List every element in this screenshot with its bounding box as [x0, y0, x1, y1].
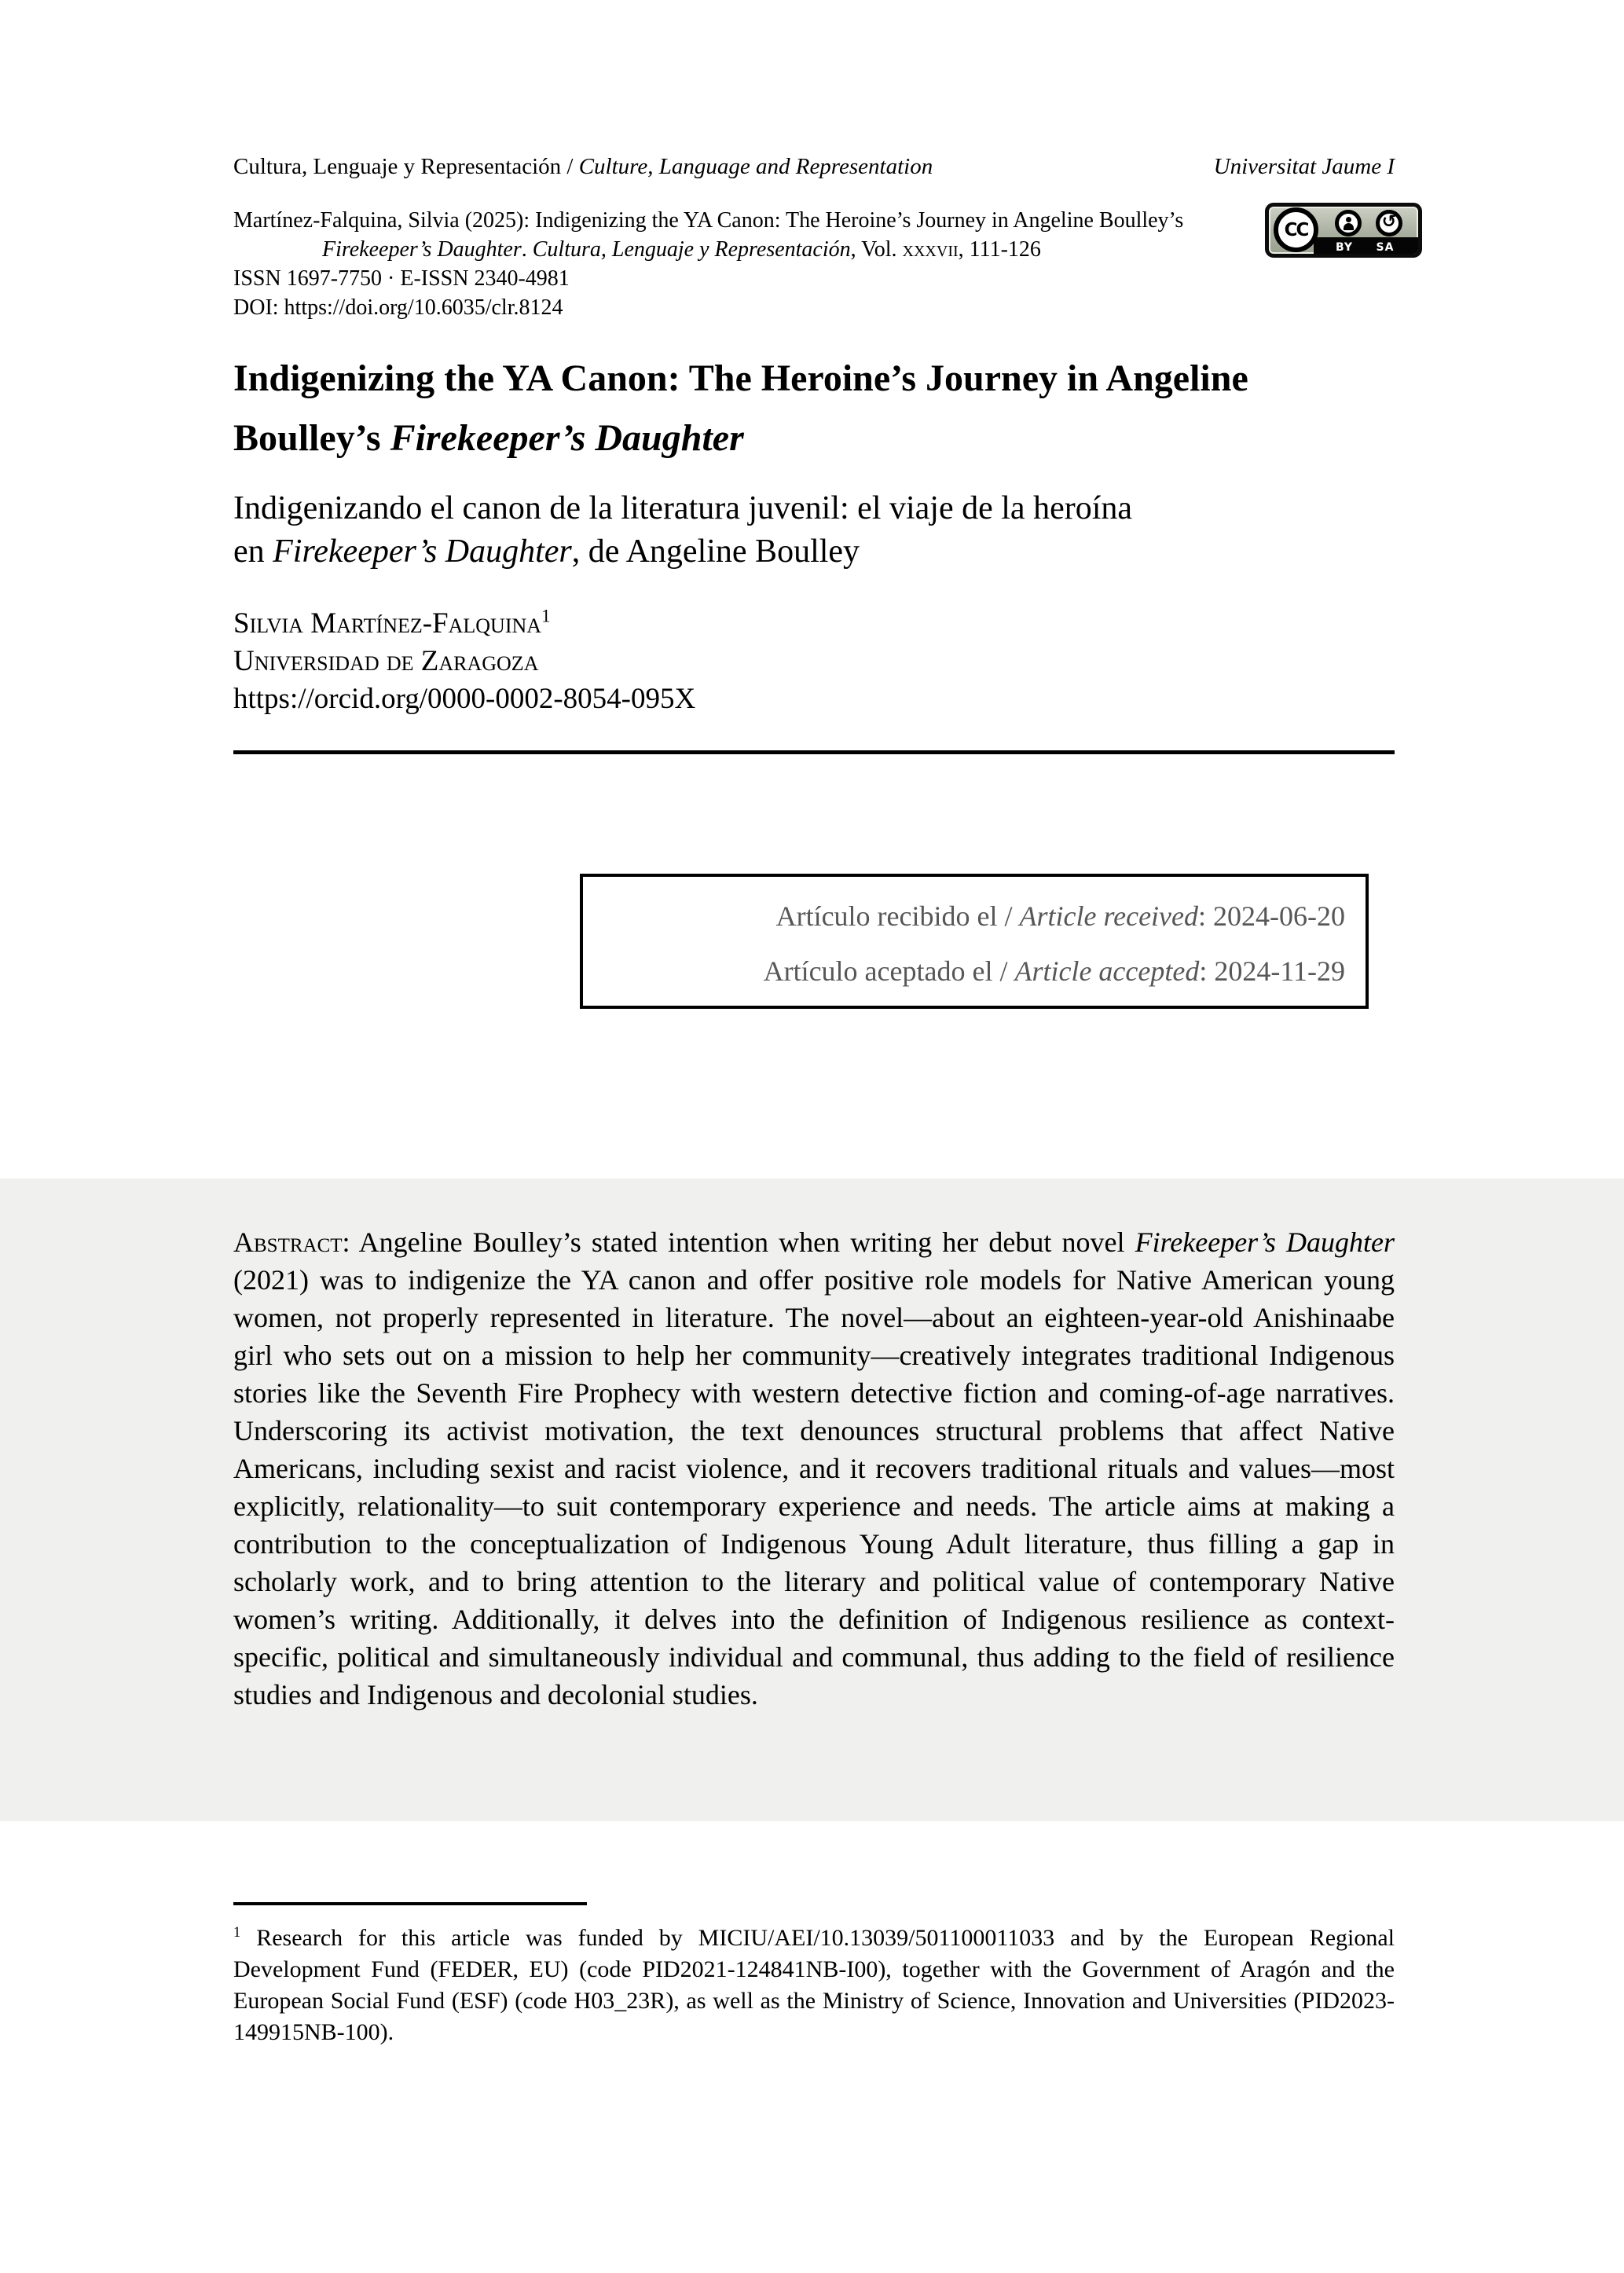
author-name: Silvia Martínez-Falquina — [233, 607, 542, 640]
sa-arrow-glyph: ↺ — [1381, 212, 1397, 232]
article-title — [233, 349, 1248, 468]
article-subtitle-es — [233, 487, 1132, 574]
article-subtitle-line-2: en Firekeeper’s Daughter, de Angeline Boulley — [233, 533, 860, 570]
footnote-paragraph — [233, 1923, 1395, 2048]
cc-by-label: BY — [1335, 241, 1354, 254]
article-subtitle-line-1: Indigenizando el canon de la literatura juvenil: el viaje de la heroína — [233, 490, 1133, 526]
article-dates-box — [580, 874, 1369, 1009]
abstract-paragraph: Abstract: Angeline Boulley’s stated intention when writing her debut novel Firekeeper’s Daughter (2021) was to indigenize the YA canon and offer positive role models for Native American young women, not properly represented in literature. The novel—about an eighteen-year-old Anishinaabe girl who sets out on a mission to help her community—creatively integrates traditional Indigenous stories like the Seventh Fire Prophecy with western detective fiction and coming-of-age narratives. Underscoring its activist motivation, the text denounces structural problems that affect Native Americans, including sexist and racist violence, and it recovers traditional rituals and values—most explicitly, relationality—to suit contemporary experience and needs. The article aims at making a contribution to the conceptualization of Indigenous Young Adult literature, thus filling a gap in scholarly work, and to bring attention to the literary and political value of contemporary Native women’s writing. Additionally, it delves into the definition of Indigenous resilience as context-specific, political and simultaneously individual and communal, thus adding to the field of resilience studies and Indigenous and decolonial studies. — [233, 1226, 1395, 1710]
author-name-line — [233, 605, 695, 643]
cc-badge-black-band — [1314, 237, 1418, 254]
author-block — [233, 605, 695, 718]
issn-line: ISSN 1697-7750 · E-ISSN 2340-4981 — [233, 266, 570, 291]
article-received-line: Artículo recibido el / Article received: 2024-06-20 — [775, 900, 1345, 932]
citation-line-1: Martínez-Falquina, Silvia (2025): Indigenizing the YA Canon: The Heroine’s Journey in Angeline Boulley’s — [233, 208, 1184, 233]
citation-line-2: Firekeeper’s Daughter. Cultura, Lenguaje y Representación, Vol. xxxvii, 111-126 — [322, 237, 1041, 262]
doi-line[interactable]: DOI: https://doi.org/10.6035/clr.8124 — [233, 295, 563, 320]
journal-header — [233, 152, 1395, 181]
cc-sa-label: SA — [1376, 241, 1395, 254]
cc-by-person-icon — [1335, 210, 1362, 236]
cc-logo-text: CC — [1284, 219, 1308, 240]
abstract-section — [0, 1179, 1624, 1821]
article-accepted-line: Artículo aceptado el / Article accepted: 2024-11-29 — [763, 955, 1345, 987]
footnote-separator-rule — [233, 1902, 587, 1905]
footnote-marker: 1 — [233, 1924, 241, 1941]
article-title-line-1: Indigenizing the YA Canon: The Heroine’s Journey in Angeline — [233, 357, 1248, 399]
person-body-icon — [1344, 223, 1354, 230]
footnote-body: Research for this article was funded by MICIU/AEI/10.13039/501100011033 and by the European Regional Development Fund (FEDER, EU) (code PID2021-124841NB-I00), together with the Government of Aragón and the European Social Fund (ESF) (code H03_23R), as well as the Ministry of Science, Innovation and Universities (PID2023-149915NB-100). — [233, 1925, 1395, 2045]
author-footnote-ref: 1 — [541, 606, 551, 626]
cc-logo-icon — [1274, 207, 1318, 252]
journal-name: Cultura, Lenguaje y Representación / Culture, Language and Representation — [233, 154, 933, 179]
author-separator-rule — [233, 750, 1395, 754]
person-head-icon — [1346, 217, 1351, 222]
citation-block — [233, 206, 1395, 322]
author-orcid-url[interactable]: https://orcid.org/0000-0002-8054-095X — [233, 683, 696, 715]
university-name: Universitat Jaume I — [1213, 154, 1395, 179]
article-title-line-2: Boulley’s Firekeeper’s Daughter — [233, 417, 744, 459]
author-affiliation: Universidad de Zaragoza — [233, 645, 539, 677]
cc-by-sa-badge[interactable] — [1265, 203, 1422, 258]
cc-sa-arrow-icon — [1376, 210, 1402, 236]
